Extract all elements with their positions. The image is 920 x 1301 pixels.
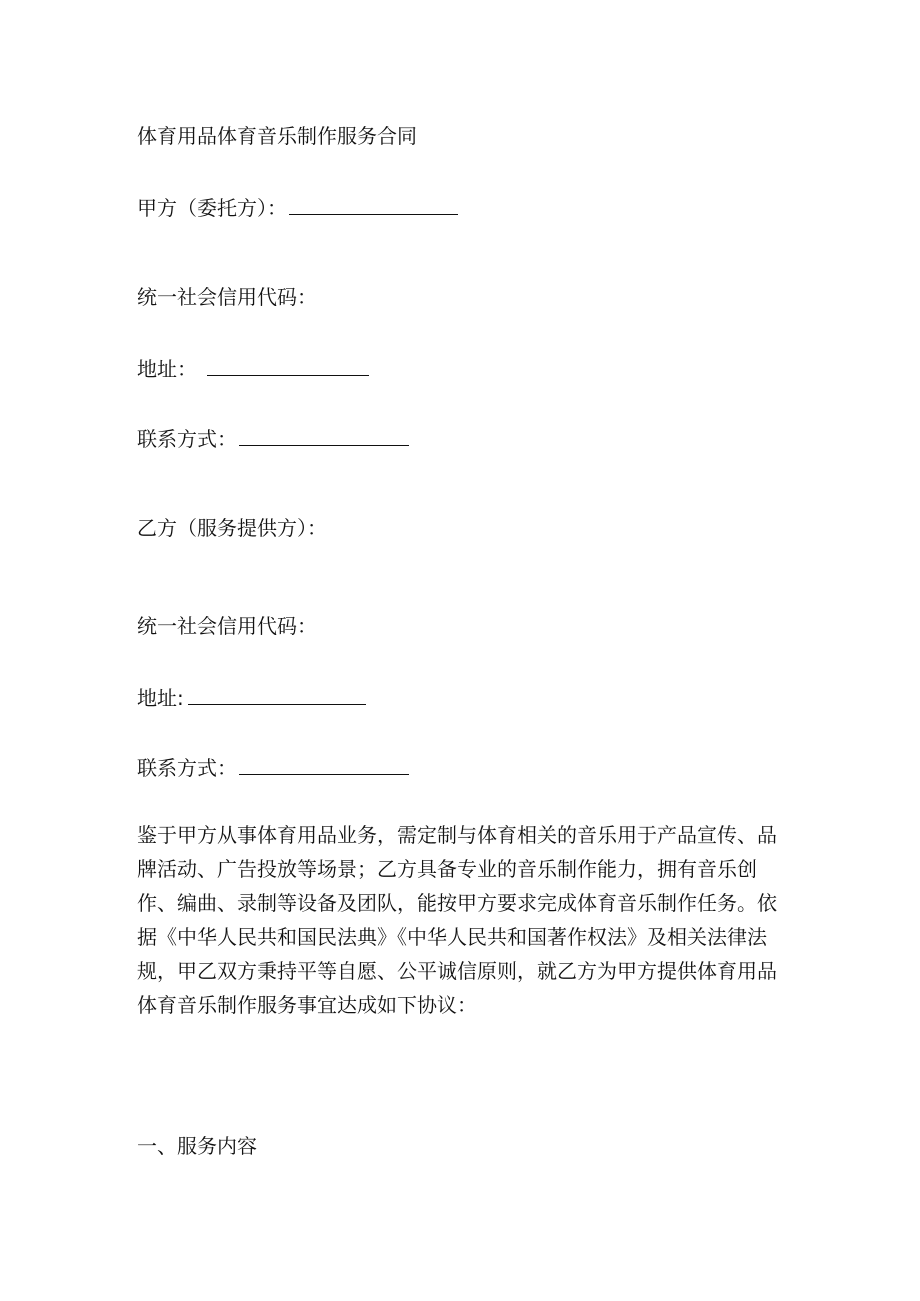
- party-a-credit-code: 统一社会信用代码：: [137, 285, 317, 309]
- party-a-address-row: [137, 355, 369, 381]
- preamble-line: 据《中华人民共和国民法典》《中华人民共和国著作权法》及相关法律法: [137, 925, 767, 949]
- party-b-contact-blank: [239, 754, 409, 775]
- party-a-contact-label: 联系方式：: [137, 427, 237, 451]
- party-b-credit-code: 统一社会信用代码：: [137, 614, 317, 638]
- party-b-address-row: [137, 684, 366, 710]
- party-a-row: [137, 194, 458, 220]
- section-heading-service-content: 一、服务内容: [137, 1134, 257, 1158]
- preamble-paragraph: [137, 818, 787, 1022]
- party-a-contact-row: [137, 425, 409, 451]
- party-b-contact-row: [137, 754, 409, 780]
- preamble-line: 规，甲乙双方秉持平等自愿、公平诚信原则，就乙方为甲方提供体育用品: [137, 959, 777, 983]
- party-a-contact-blank: [239, 425, 409, 446]
- preamble-line: 体育音乐制作服务事宜达成如下协议：: [137, 993, 477, 1017]
- party-b-label: 乙方（服务提供方）：: [137, 516, 327, 540]
- party-b-address-blank: [188, 684, 366, 705]
- party-a-name-blank: [289, 194, 458, 215]
- party-a-address-label: 地址：: [137, 357, 197, 381]
- party-a-label: 甲方（委托方）：: [137, 196, 287, 220]
- party-a-address-blank: [207, 355, 369, 376]
- contract-title: 体育用品体育音乐制作服务合同: [137, 124, 417, 148]
- preamble-line: 牌活动、广告投放等场景；乙方具备专业的音乐制作能力，拥有音乐创: [137, 857, 757, 881]
- preamble-line: 作、编曲、录制等设备及团队，能按甲方要求完成体育音乐制作任务。依: [137, 891, 777, 915]
- preamble-line: 鉴于甲方从事体育用品业务，需定制与体育相关的音乐用于产品宣传、品: [137, 823, 777, 847]
- party-b-contact-label: 联系方式：: [137, 756, 237, 780]
- party-b-address-label: 地址:: [137, 686, 184, 710]
